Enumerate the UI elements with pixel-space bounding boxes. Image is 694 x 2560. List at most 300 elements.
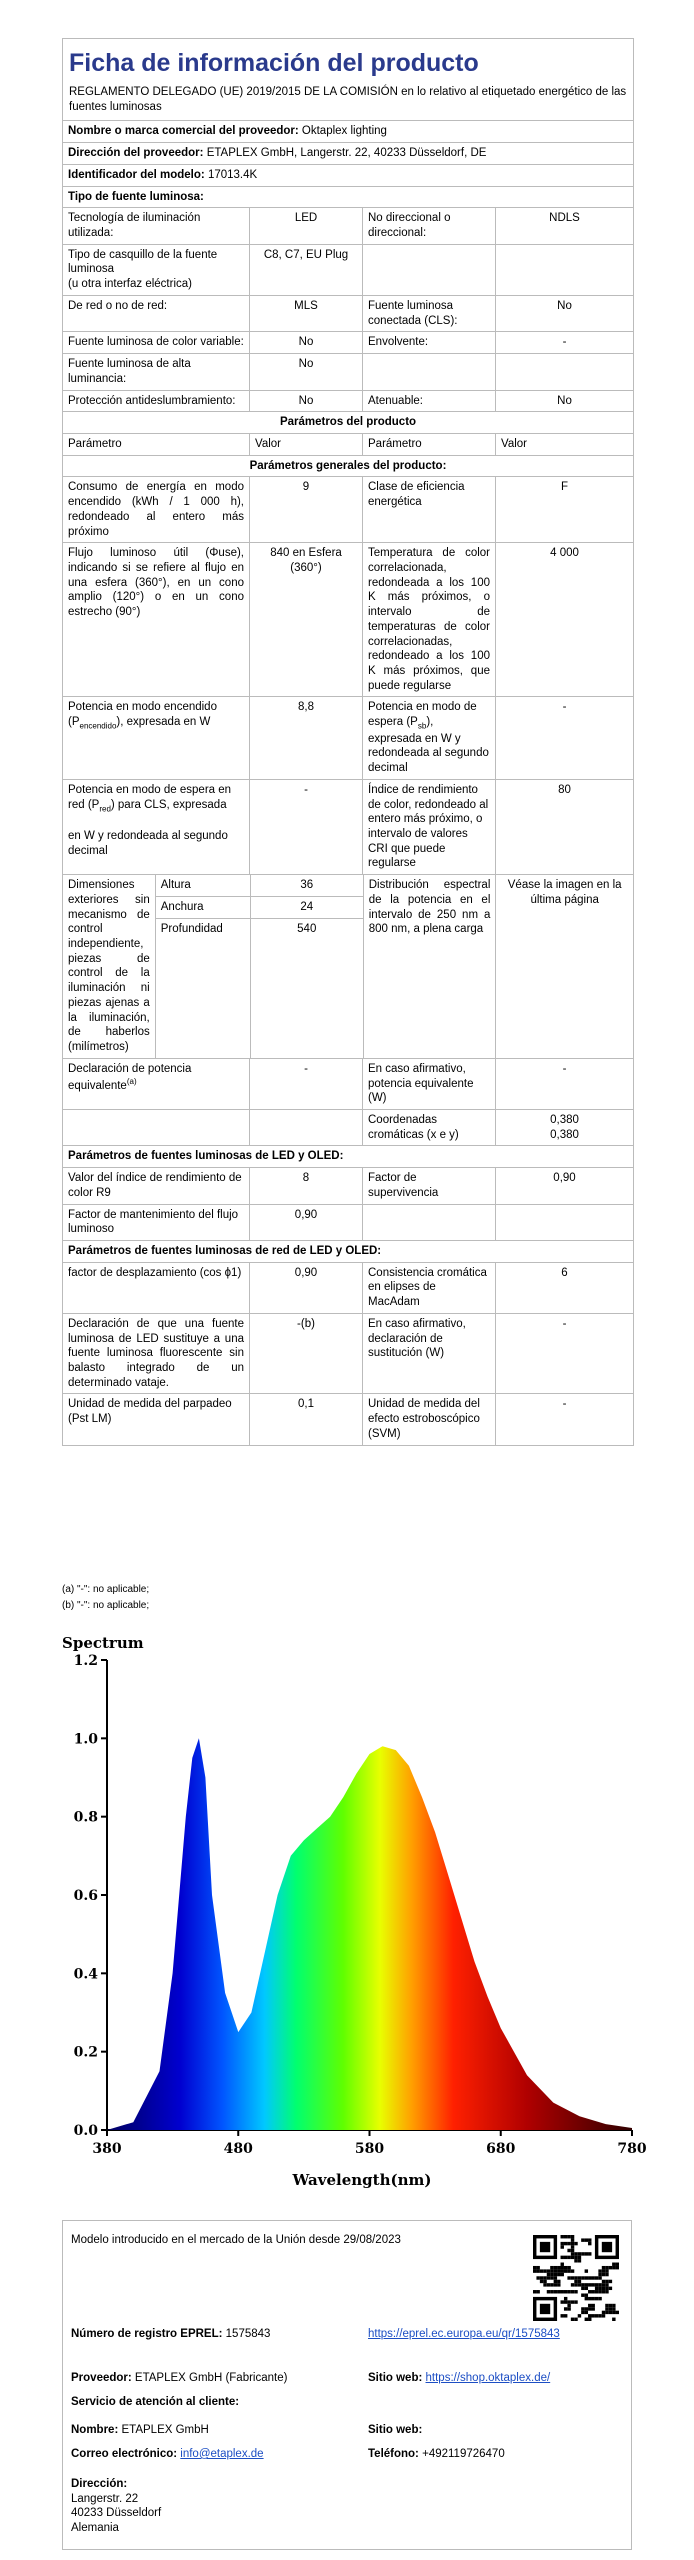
qr-module bbox=[571, 2245, 574, 2248]
qr-module bbox=[591, 2304, 594, 2307]
address-line: Langerstr. 22 bbox=[71, 2492, 139, 2505]
type-label bbox=[63, 245, 249, 295]
qr-module bbox=[602, 2273, 605, 2276]
qr-module bbox=[588, 2307, 591, 2310]
qr-module bbox=[602, 2280, 605, 2283]
param-value: - bbox=[495, 1394, 633, 1444]
qr-module bbox=[616, 2266, 619, 2269]
cap-type-label-note: (u otra interfaz eléctrica) bbox=[68, 278, 192, 291]
dimensions-label: Dimensiones exteriores sin mecanismo de control independiente, piezas de control de la iluminación ni piezas ajenas a la iluminación, de haberlos (milímetros) bbox=[68, 879, 150, 1054]
cap-type-label: Tipo de casquillo de la fuente luminosa bbox=[68, 248, 218, 276]
qr-module bbox=[578, 2280, 581, 2283]
qr-module bbox=[540, 2269, 543, 2272]
qr-module bbox=[564, 2307, 567, 2310]
param-label: Consistencia cromática en elipses de MacAdam bbox=[362, 1263, 495, 1313]
light-source-type-row bbox=[63, 187, 633, 209]
eprel-value: 1575843 bbox=[225, 2328, 271, 2340]
standby-sub: sb bbox=[417, 721, 427, 731]
qr-module bbox=[547, 2273, 550, 2276]
param-label: Unidad de medida del efecto estroboscópico (SVM) bbox=[362, 1394, 495, 1444]
qr-module bbox=[609, 2307, 612, 2310]
qr-module bbox=[561, 2300, 564, 2303]
qr-module bbox=[595, 2283, 598, 2286]
qr-module bbox=[574, 2259, 577, 2262]
qr-module bbox=[557, 2283, 560, 2286]
param-row bbox=[63, 1059, 633, 1110]
qr-module bbox=[581, 2293, 584, 2296]
qr-module bbox=[595, 2297, 598, 2300]
qr-module bbox=[574, 2290, 577, 2293]
qr-module bbox=[585, 2293, 588, 2296]
footnote: (b) "-": no aplicable; bbox=[62, 1599, 150, 1611]
model-id-row bbox=[63, 165, 633, 187]
qr-module bbox=[591, 2307, 594, 2310]
type-label: Envolvente: bbox=[362, 332, 495, 353]
param-label: Índice de rendimiento de color, redondeado al entero más próximo, o intervalo de valores CRI que puede regularse bbox=[362, 780, 495, 874]
qr-module bbox=[554, 2276, 557, 2279]
qr-module bbox=[567, 2256, 570, 2259]
power-on-label: Potencia en modo encendido (P bbox=[68, 701, 217, 729]
param-label: En caso afirmativo, declaración de sustitución (W) bbox=[362, 1314, 495, 1394]
qr-module bbox=[578, 2252, 581, 2255]
y-tick-label: 0.2 bbox=[73, 2044, 98, 2061]
qr-module bbox=[578, 2276, 581, 2279]
standby-label: Potencia en modo de espera (P bbox=[368, 701, 477, 729]
type-row bbox=[63, 208, 633, 244]
param-label: Temperatura de color correlacionada, redondeada a los 100 K más próximos, o intervalo de temperaturas de color correlacionadas, redondeado a los 100 K más próximos, que puede regularse bbox=[362, 543, 495, 696]
qr-module bbox=[557, 2273, 560, 2276]
qr-module bbox=[591, 2283, 594, 2286]
power-on-label-end: ), expresada en W bbox=[116, 716, 211, 729]
chroma-y: 0,380 bbox=[550, 1128, 579, 1141]
eprel-label: Número de registro EPREL: bbox=[71, 2328, 223, 2340]
qr-module bbox=[547, 2283, 550, 2286]
x-tick-label: 580 bbox=[354, 2141, 385, 2157]
section-heading-row bbox=[63, 456, 633, 478]
qr-module bbox=[564, 2235, 567, 2238]
spectrum-chart bbox=[62, 1630, 647, 2210]
type-value: No bbox=[249, 391, 362, 412]
qr-module bbox=[557, 2280, 560, 2283]
address-line: 40233 Düsseldorf bbox=[71, 2507, 162, 2520]
value-header: Valor bbox=[249, 434, 362, 455]
qr-module bbox=[567, 2249, 570, 2252]
qr-module bbox=[554, 2290, 557, 2293]
qr-module bbox=[564, 2242, 567, 2245]
phone-value: +492119726470 bbox=[422, 2448, 505, 2460]
qr-module bbox=[550, 2290, 553, 2293]
qr-module bbox=[536, 2266, 539, 2269]
qr-module bbox=[567, 2235, 570, 2238]
qr-module bbox=[554, 2266, 557, 2269]
qr-module bbox=[595, 2287, 598, 2290]
type-label bbox=[362, 245, 495, 295]
qr-module bbox=[585, 2307, 588, 2310]
qr-module bbox=[567, 2269, 570, 2272]
qr-module bbox=[574, 2256, 577, 2259]
param-label bbox=[63, 1110, 249, 1145]
qr-module bbox=[612, 2318, 615, 2321]
param-value: 0,90 bbox=[495, 1168, 633, 1203]
qr-code[interactable] bbox=[533, 2235, 619, 2321]
type-label: Fuente luminosa de color variable: bbox=[68, 336, 244, 349]
param-label: Valor del índice de rendimiento de color R9 bbox=[68, 1172, 242, 1199]
qr-module bbox=[591, 2314, 594, 2317]
qr-module bbox=[585, 2297, 588, 2300]
param-label: Declaración de que una fuente luminosa de LED sustituye a una fuente luminosa fluorescente sin balasto integrado de un determinado vataje. bbox=[68, 1317, 244, 1389]
param-value: 9 bbox=[249, 477, 362, 542]
type-label: Fuente luminosa conectada (CLS): bbox=[362, 296, 495, 331]
type-value: No bbox=[249, 354, 362, 389]
y-tick-label: 1.0 bbox=[73, 1731, 98, 1748]
type-label: De red o no de red: bbox=[68, 299, 168, 312]
product-card bbox=[62, 2220, 632, 2550]
param-label: Coordenadas cromáticas (x e y) bbox=[362, 1110, 495, 1145]
qr-module bbox=[598, 2287, 601, 2290]
qr-module bbox=[612, 2311, 615, 2314]
qr-module bbox=[567, 2300, 570, 2303]
qr-module bbox=[609, 2280, 612, 2283]
param-value: 0,90 bbox=[249, 1205, 362, 1240]
qr-module bbox=[595, 2290, 598, 2293]
param-label: Distribución espectral de la potencia en el intervalo de 250 nm a 800 nm, a plena carga bbox=[363, 875, 496, 1058]
qr-module bbox=[564, 2314, 567, 2317]
type-label: Fuente luminosa de alta luminancia: bbox=[68, 358, 191, 385]
param-row bbox=[63, 1110, 633, 1146]
param-label: Flujo luminoso útil (Φuse), indicando si se refiere al flujo en una esfera (360°), en un cono amplio (120°) o en un cono estrecho (90°) bbox=[68, 547, 244, 619]
dimension-key: Profundidad bbox=[160, 922, 223, 935]
net-standby-sub: red bbox=[99, 803, 111, 813]
qr-module bbox=[567, 2276, 570, 2279]
param-value bbox=[495, 1110, 633, 1145]
qr-module bbox=[536, 2269, 539, 2272]
qr-module bbox=[591, 2290, 594, 2293]
equiv-sup: (a) bbox=[126, 1076, 137, 1086]
type-value: C8, C7, EU Plug bbox=[249, 245, 362, 295]
name-value: ETAPLEX GmbH bbox=[121, 2424, 209, 2436]
qr-module bbox=[605, 2307, 608, 2310]
qr-module bbox=[564, 2266, 567, 2269]
param-value: 0,90 bbox=[249, 1263, 362, 1313]
qr-module bbox=[598, 2283, 601, 2286]
qr-module bbox=[585, 2238, 588, 2241]
qr-module bbox=[571, 2256, 574, 2259]
param-label: Consumo de energía en modo encendido (kWh / 1 000 h), redondeado al entero más próximo bbox=[68, 481, 244, 538]
param-label bbox=[362, 697, 495, 778]
name-label: Nombre: bbox=[71, 2424, 119, 2436]
x-axis-label: Wavelength(nm) bbox=[292, 2171, 432, 2189]
supplier-name-label: Nombre o marca comercial del proveedor: bbox=[68, 125, 299, 138]
market-intro: Modelo introducido en el mercado de la Unión desde 29/08/2023 bbox=[71, 2234, 401, 2246]
qr-module bbox=[612, 2307, 615, 2310]
qr-module bbox=[543, 2283, 546, 2286]
qr-module bbox=[578, 2256, 581, 2259]
regulation-bold: REGLAMENTO DELEGADO (UE) 2019/2015 DE LA COMISIÓN bbox=[69, 86, 398, 98]
led-params-heading: Parámetros de fuentes luminosas de LED y OLED: bbox=[68, 1150, 344, 1163]
qr-module bbox=[616, 2263, 619, 2266]
qr-module bbox=[571, 2269, 574, 2272]
qr-module bbox=[612, 2304, 615, 2307]
qr-module bbox=[602, 2311, 605, 2314]
qr-module bbox=[547, 2276, 550, 2279]
qr-module bbox=[574, 2276, 577, 2279]
type-label: Tecnología de iluminación utilizada: bbox=[68, 212, 201, 240]
qr-module bbox=[536, 2290, 539, 2293]
qr-module bbox=[561, 2273, 564, 2276]
section-heading-row bbox=[63, 412, 633, 434]
regulation-text bbox=[63, 81, 633, 121]
qr-module bbox=[571, 2235, 574, 2238]
qr-module bbox=[605, 2280, 608, 2283]
qr-module bbox=[581, 2311, 584, 2314]
qr-module bbox=[547, 2269, 550, 2272]
qr-module bbox=[609, 2304, 612, 2307]
param-label bbox=[63, 697, 249, 778]
type-value bbox=[495, 245, 633, 295]
qr-module bbox=[595, 2276, 598, 2279]
column-header-row bbox=[63, 434, 633, 456]
qr-module bbox=[588, 2290, 591, 2293]
param-header: Parámetro bbox=[362, 434, 495, 455]
qr-module bbox=[540, 2280, 543, 2283]
type-value: MLS bbox=[249, 296, 362, 331]
param-row bbox=[63, 1314, 633, 1395]
qr-module bbox=[550, 2283, 553, 2286]
param-row bbox=[63, 1263, 633, 1314]
address-line: Alemania bbox=[71, 2522, 119, 2535]
qr-module bbox=[602, 2283, 605, 2286]
param-row bbox=[63, 780, 633, 875]
qr-module bbox=[543, 2276, 546, 2279]
param-label: Unidad de medida del parpadeo (Pst LM) bbox=[68, 1398, 232, 1426]
spectrum-area bbox=[107, 1738, 632, 2130]
phone-label: Teléfono: bbox=[368, 2448, 419, 2460]
qr-module bbox=[554, 2273, 557, 2276]
qr-module bbox=[561, 2242, 564, 2245]
y-tick-label: 0.8 bbox=[73, 1809, 98, 1826]
qr-module bbox=[588, 2304, 591, 2307]
param-value: Véase la imagen en la última página bbox=[495, 875, 633, 1058]
qr-module bbox=[561, 2256, 564, 2259]
qr-module bbox=[595, 2314, 598, 2317]
qr-module bbox=[602, 2269, 605, 2272]
param-value: 80 bbox=[495, 780, 633, 874]
param-label bbox=[63, 780, 249, 874]
qr-module bbox=[585, 2287, 588, 2290]
chroma-x: 0,380 bbox=[550, 1113, 579, 1126]
y-tick-label: 1.2 bbox=[73, 1653, 98, 1669]
qr-module bbox=[578, 2283, 581, 2286]
supplier-name-row bbox=[63, 121, 633, 143]
dimension-value: 24 bbox=[250, 897, 363, 918]
qr-module bbox=[561, 2263, 564, 2266]
supplier-label: Proveedor: bbox=[71, 2372, 132, 2384]
qr-module bbox=[564, 2297, 567, 2300]
type-row bbox=[63, 245, 633, 296]
qr-module bbox=[564, 2256, 567, 2259]
qr-module bbox=[602, 2242, 612, 2252]
param-value: 6 bbox=[495, 1263, 633, 1313]
qr-module bbox=[567, 2307, 570, 2310]
qr-module bbox=[571, 2300, 574, 2303]
qr-module bbox=[581, 2287, 584, 2290]
type-value: No bbox=[495, 391, 633, 412]
qr-module bbox=[550, 2273, 553, 2276]
qr-module bbox=[588, 2297, 591, 2300]
qr-module bbox=[567, 2304, 570, 2307]
param-value bbox=[495, 1205, 633, 1240]
page-title: Ficha de información del producto bbox=[69, 49, 479, 77]
qr-module bbox=[571, 2283, 574, 2286]
qr-module bbox=[609, 2287, 612, 2290]
product-params-heading: Parámetros del producto bbox=[279, 416, 417, 429]
net-standby-label: Potencia en modo de espera en red (P bbox=[68, 783, 232, 811]
qr-module bbox=[585, 2311, 588, 2314]
param-value: - bbox=[249, 780, 362, 874]
power-on-sub: encendido bbox=[79, 721, 117, 731]
qr-module bbox=[588, 2318, 591, 2321]
dimension-key: Altura bbox=[160, 879, 191, 892]
x-tick-label: 480 bbox=[223, 2141, 253, 2157]
equiv-label: Declaración de potencia equivalente bbox=[68, 1062, 192, 1092]
x-tick-label: 780 bbox=[617, 2141, 647, 2157]
qr-module bbox=[561, 2269, 564, 2272]
qr-module bbox=[591, 2297, 594, 2300]
dimension-key: Anchura bbox=[160, 900, 204, 913]
qr-module bbox=[536, 2276, 539, 2279]
qr-module bbox=[571, 2249, 574, 2252]
regulation-rest: en lo relativo al etiquetado energético de las fuentes luminosas bbox=[69, 86, 627, 113]
qr-module bbox=[598, 2269, 601, 2272]
param-row bbox=[63, 477, 633, 543]
qr-module bbox=[567, 2242, 570, 2245]
general-params-heading: Parámetros generales del producto: bbox=[249, 459, 447, 472]
supplier-value: ETAPLEX GmbH (Fabricante) bbox=[134, 2372, 288, 2384]
qr-module bbox=[602, 2287, 605, 2290]
email-link[interactable]: info@etaplex.de bbox=[180, 2448, 264, 2460]
website-link[interactable]: https://shop.oktaplex.de/ bbox=[425, 2372, 551, 2384]
param-value bbox=[249, 1110, 362, 1145]
type-row bbox=[63, 391, 633, 413]
qr-module bbox=[581, 2283, 584, 2286]
y-tick-label: 0.4 bbox=[73, 1966, 98, 1983]
param-header: Parámetro bbox=[68, 437, 122, 450]
qr-module bbox=[605, 2273, 608, 2276]
customer-service-heading: Servicio de atención al cliente: bbox=[71, 2396, 240, 2408]
param-value: - bbox=[249, 1059, 362, 1109]
light-source-type-heading: Tipo de fuente luminosa: bbox=[68, 190, 204, 203]
qr-module bbox=[585, 2318, 588, 2321]
param-label: En caso afirmativo, potencia equivalente (W) bbox=[362, 1059, 495, 1109]
net-standby-label-mid: ) para CLS, expresada bbox=[110, 798, 227, 811]
qr-module bbox=[588, 2276, 591, 2279]
y-tick-label: 0.0 bbox=[73, 2123, 98, 2139]
qr-module bbox=[605, 2304, 608, 2307]
qr-module bbox=[602, 2314, 605, 2317]
qr-module bbox=[554, 2283, 557, 2286]
section-heading-row bbox=[63, 1146, 633, 1168]
x-tick-label: 680 bbox=[486, 2141, 516, 2157]
section-heading-row bbox=[63, 1241, 633, 1263]
qr-module bbox=[588, 2314, 591, 2317]
param-value: 0,1 bbox=[249, 1394, 362, 1444]
qr-module bbox=[605, 2283, 608, 2286]
dimension-value: 36 bbox=[250, 875, 363, 896]
supplier-address-row bbox=[63, 143, 633, 165]
supplier-address-label: Dirección del proveedor: bbox=[68, 147, 204, 160]
type-value bbox=[495, 354, 633, 389]
qr-module bbox=[591, 2276, 594, 2279]
y-tick-label: 0.6 bbox=[73, 1888, 98, 1904]
param-value: 840 en Esfera (360°) bbox=[249, 543, 362, 696]
qr-module bbox=[605, 2287, 608, 2290]
qr-module bbox=[585, 2276, 588, 2279]
qr-module bbox=[574, 2283, 577, 2286]
value-header: Valor bbox=[495, 434, 633, 455]
qr-module bbox=[571, 2276, 574, 2279]
qr-module bbox=[598, 2314, 601, 2317]
qr-module bbox=[598, 2276, 601, 2279]
mains-params-heading: Parámetros de fuentes luminosas de red de LED y OLED: bbox=[68, 1244, 382, 1257]
qr-module bbox=[540, 2304, 550, 2314]
footnote: (a) "-": no aplicable; bbox=[62, 1584, 150, 1595]
eprel-link[interactable]: https://eprel.ec.europa.eu/qr/1575843 bbox=[368, 2328, 560, 2340]
qr-module bbox=[554, 2269, 557, 2272]
qr-module bbox=[581, 2276, 584, 2279]
param-label: Factor de mantenimiento del flujo luminoso bbox=[68, 1208, 239, 1236]
qr-module bbox=[609, 2266, 612, 2269]
qr-module bbox=[564, 2269, 567, 2272]
type-value: NDLS bbox=[495, 208, 633, 243]
qr-module bbox=[585, 2252, 588, 2255]
qr-module bbox=[533, 2269, 536, 2272]
qr-module bbox=[571, 2252, 574, 2255]
param-label: Factor de supervivencia bbox=[362, 1168, 495, 1203]
param-row bbox=[63, 1205, 633, 1241]
qr-module bbox=[554, 2280, 557, 2283]
param-label bbox=[362, 1205, 495, 1240]
qr-module bbox=[533, 2290, 536, 2293]
qr-module bbox=[567, 2290, 570, 2293]
qr-module bbox=[605, 2269, 608, 2272]
qr-module bbox=[557, 2290, 560, 2293]
type-label bbox=[362, 354, 495, 389]
qr-module bbox=[612, 2263, 615, 2266]
qr-module bbox=[578, 2314, 581, 2317]
website2-label: Sitio web: bbox=[368, 2424, 423, 2436]
qr-module bbox=[605, 2290, 608, 2293]
qr-module bbox=[588, 2238, 591, 2241]
param-label: Clase de eficiencia energética bbox=[362, 477, 495, 542]
param-value: -(b) bbox=[249, 1314, 362, 1394]
qr-module bbox=[588, 2242, 591, 2245]
qr-module bbox=[588, 2252, 591, 2255]
qr-module bbox=[547, 2290, 550, 2293]
qr-module bbox=[561, 2290, 564, 2293]
type-label: Atenuable: bbox=[362, 391, 495, 412]
param-row bbox=[63, 697, 633, 779]
qr-module bbox=[581, 2307, 584, 2310]
qr-module bbox=[602, 2290, 605, 2293]
qr-module bbox=[574, 2300, 577, 2303]
qr-module bbox=[543, 2280, 546, 2283]
param-row bbox=[63, 543, 633, 697]
param-row bbox=[63, 875, 633, 1059]
qr-module bbox=[574, 2252, 577, 2255]
param-row bbox=[63, 1168, 633, 1204]
qr-module bbox=[561, 2266, 564, 2269]
qr-module bbox=[540, 2242, 550, 2252]
